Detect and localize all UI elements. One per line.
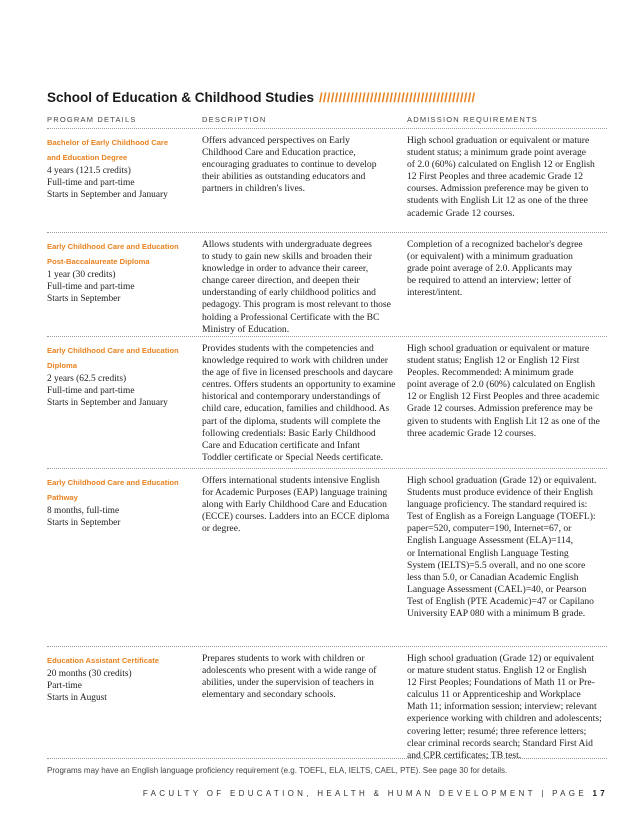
admission-line: (or equivalent) with a minimum graduation (407, 251, 573, 263)
admission-line: or International English Language Testing (407, 547, 569, 559)
program-table (47, 128, 607, 763)
program-detail-line: Starts in September (47, 518, 121, 528)
admission-line: given to students with English Lit 12 as one of the (407, 415, 600, 427)
description-line: partners in children's lives. (202, 183, 305, 195)
description-line: understanding of early childhood politics and (202, 287, 376, 299)
admission-line: or mature student status. English 12 or English (407, 665, 587, 677)
program-detail-line: 20 months (30 credits) (47, 669, 132, 679)
program-title-line: Bachelor of Early Childhood Care (47, 138, 169, 147)
description-line: Allows students with undergraduate degrees (202, 239, 372, 250)
program-description-cell (202, 343, 400, 464)
program-row (47, 336, 607, 468)
description-line: Childhood Care and Education practice, (202, 147, 356, 159)
column-header-program: PROGRAM DETAILS (47, 115, 137, 124)
admission-line: High school graduation (Grade 12) or equivalent (407, 653, 595, 664)
program-title-line: Education Assistant Certificate (47, 656, 159, 665)
admission-line: System (IELTS)=5.5 overall, and no one score (407, 559, 586, 571)
description-line: historical and contemporary understandings of (202, 391, 381, 403)
page-footer (143, 789, 608, 798)
description-line: encouraging graduates to continue to develop (202, 159, 377, 171)
description-line: knowledge in order to advance their career, (202, 263, 369, 275)
admission-line: experience working with children and adolescents; (407, 713, 602, 725)
description-line: Toddler certificate or Special Needs certificate. (202, 451, 383, 463)
program-title-line: Early Childhood Care and Education (47, 346, 179, 355)
admission-line: be required to attend an interview; letter of (407, 275, 572, 287)
description-line: centres. Offers students an opportunity to examine (202, 379, 396, 391)
admission-line: calculus 11 or Apprenticeship and Workplace (407, 689, 581, 701)
admission-requirements-cell (407, 135, 607, 220)
program-title-line: Diploma (47, 361, 77, 370)
description-line: to study to gain new skills and broaden their (202, 251, 372, 263)
description-line: Provides students with the competencies and (202, 343, 374, 354)
program-details-cell (47, 343, 197, 409)
program-detail-line: Full-time and part-time (47, 386, 135, 396)
description-line: Care and Education certificate and Infant (202, 439, 360, 451)
footer-note: Programs may have an English language proficiency requirement (e.g. TOEFL, ELA, IELTS, CAEL, PTE). See page 30 for details. (47, 766, 508, 775)
admission-line: language proficiency. The standard required is: (407, 499, 588, 511)
admission-line: covering letter; resumé; three reference letters; (407, 725, 587, 737)
page-title: School of Education & Childhood Studies (47, 90, 314, 105)
page-number: 17 (592, 789, 608, 798)
program-details-cell (47, 135, 197, 201)
admission-line: courses. Admission preference may be given to (407, 183, 589, 195)
program-title-line: Post-Baccalaureate Diploma (47, 257, 150, 266)
admission-requirements-cell (407, 343, 607, 440)
admission-line: English Language Assessment (ELA)=114, (407, 535, 573, 547)
column-header-admission: ADMISSION REQUIREMENTS (407, 115, 538, 124)
description-line: child care, education, families and childhood. As (202, 403, 390, 415)
program-description-cell (202, 653, 400, 701)
description-line: elementary and secondary schools. (202, 689, 336, 701)
description-line: knowledge required to work with children under (202, 355, 388, 367)
program-detail-line: 4 years (121.5 credits) (47, 166, 131, 176)
description-line: or degree. (202, 523, 241, 535)
admission-line: Test of English as a Foreign Language (TOEFL): (407, 511, 596, 523)
program-details-cell (47, 653, 197, 704)
description-line: for Academic Purposes (EAP) language training (202, 487, 388, 499)
admission-line: Peoples. Recommended: A minimum grade (407, 367, 574, 379)
program-detail-line: Full-time and part-time (47, 178, 135, 188)
admission-line: academic Grade 12 courses. (407, 207, 515, 219)
admission-line: clear criminal records search; Standard First Aid (407, 737, 593, 749)
description-line: adolescents who present with a wide range of (202, 665, 377, 677)
admission-line: Students must produce evidence of their English (407, 487, 593, 499)
description-line: part of the diploma, students will complete the (202, 415, 381, 427)
description-line: Ministry of Education. (202, 323, 290, 335)
program-detail-line: Full-time and part-time (47, 282, 135, 292)
footer-divider (47, 758, 607, 759)
column-headers (47, 115, 607, 127)
program-detail-line: Starts in August (47, 693, 107, 703)
program-title-line: Early Childhood Care and Education (47, 242, 179, 251)
admission-line: grade point average of 2.0. Applicants may (407, 263, 573, 275)
footer-separator: | (541, 789, 547, 798)
admission-line: point average of 2.0 (60%) calculated on English (407, 379, 596, 391)
admission-line: Completion of a recognized bachelor's degree (407, 239, 583, 250)
faculty-name: FACULTY OF EDUCATION, HEALTH & HUMAN DEVELOPMENT (142, 789, 536, 798)
program-row (47, 646, 607, 763)
admission-line: and CPR certificates; TB test. (407, 749, 522, 761)
description-line: following credentials: Basic Early Childhood (202, 427, 376, 439)
admission-line: Grade 12 courses. Admission preference may be (407, 403, 593, 415)
slash-decoration: //////////////////////////////////////// (319, 90, 476, 105)
description-line: change career direction, and deepen their (202, 275, 360, 287)
program-row (47, 468, 607, 646)
program-title-line: and Education Degree (47, 153, 128, 162)
description-line: the age of five in licensed preschools and daycare (202, 367, 393, 379)
admission-line: 12 First Peoples and three academic Grade 12 (407, 171, 584, 183)
program-title-line: Early Childhood Care and Education (47, 478, 179, 487)
admission-line: High school graduation or equivalent or mature (407, 343, 590, 354)
description-line: their abilities as outstanding educators and (202, 171, 366, 183)
program-detail-line: Starts in September and January (47, 398, 168, 408)
program-details-cell (47, 239, 197, 305)
admission-line: Language Assessment (CAEL)=40, or Pearson (407, 583, 587, 595)
program-description-cell (202, 239, 400, 336)
program-detail-line: 2 years (62.5 credits) (47, 374, 127, 384)
program-title-line: Pathway (47, 493, 78, 502)
admission-line: interest/intent. (407, 287, 463, 299)
admission-line: student status; a minimum grade point average (407, 147, 587, 159)
admission-line: three academic Grade 12 courses. (407, 427, 537, 439)
page-label: PAGE (552, 789, 587, 798)
program-description-cell (202, 135, 400, 195)
admission-requirements-cell (407, 475, 607, 620)
description-line: Offers international students intensive English (202, 475, 380, 486)
description-line: (ECCE) courses. Ladders into an ECCE diploma (202, 511, 390, 523)
program-detail-line: 1 year (30 credits) (47, 270, 116, 280)
admission-line: Test of English (PTE Academic)=47 or Capilano (407, 595, 594, 607)
program-detail-line: Part-time (47, 681, 82, 691)
admission-line: students with English Lit 12 as one of the three (407, 195, 588, 207)
description-line: holding a Professional Certificate with the BC (202, 311, 380, 323)
program-description-cell (202, 475, 400, 535)
description-line: Prepares students to work with children or (202, 653, 365, 664)
program-detail-line: Starts in September (47, 294, 121, 304)
program-detail-line: 8 months, full-time (47, 506, 120, 516)
admission-line: less than 5.0, or Canadian Academic English (407, 571, 579, 583)
program-detail-line: Starts in September and January (47, 190, 168, 200)
admission-requirements-cell (407, 239, 607, 299)
admission-line: of 2.0 (60%) calculated on English 12 or English (407, 159, 595, 171)
program-row (47, 232, 607, 336)
admission-line: Math 11; information session; interview; relevant (407, 701, 597, 713)
description-line: along with Early Childhood Care and Education (202, 499, 387, 511)
admission-line: student status; English 12 or English 12 First (407, 355, 580, 367)
admission-line: 12 or English 12 First Peoples and three academic (407, 391, 600, 403)
admission-line: paper=520, computer=190, Internet=67, or (407, 523, 572, 535)
column-header-description: DESCRIPTION (202, 115, 267, 124)
admission-line: High school graduation (Grade 12) or equivalent. (407, 475, 597, 486)
admission-line: High school graduation or equivalent or mature (407, 135, 590, 146)
description-line: Offers advanced perspectives on Early (202, 135, 350, 146)
admission-line: University EAP 080 with a minimum B grade. (407, 608, 586, 620)
program-row (47, 128, 607, 232)
section-header (47, 90, 607, 105)
description-line: abilities, under the supervision of teachers in (202, 677, 374, 689)
description-line: pedagogy. This program is most relevant to those (202, 299, 391, 311)
admission-line: 12 First Peoples; Foundations of Math 11 or Pre- (407, 677, 595, 689)
program-details-cell (47, 475, 197, 529)
admission-requirements-cell (407, 653, 607, 762)
